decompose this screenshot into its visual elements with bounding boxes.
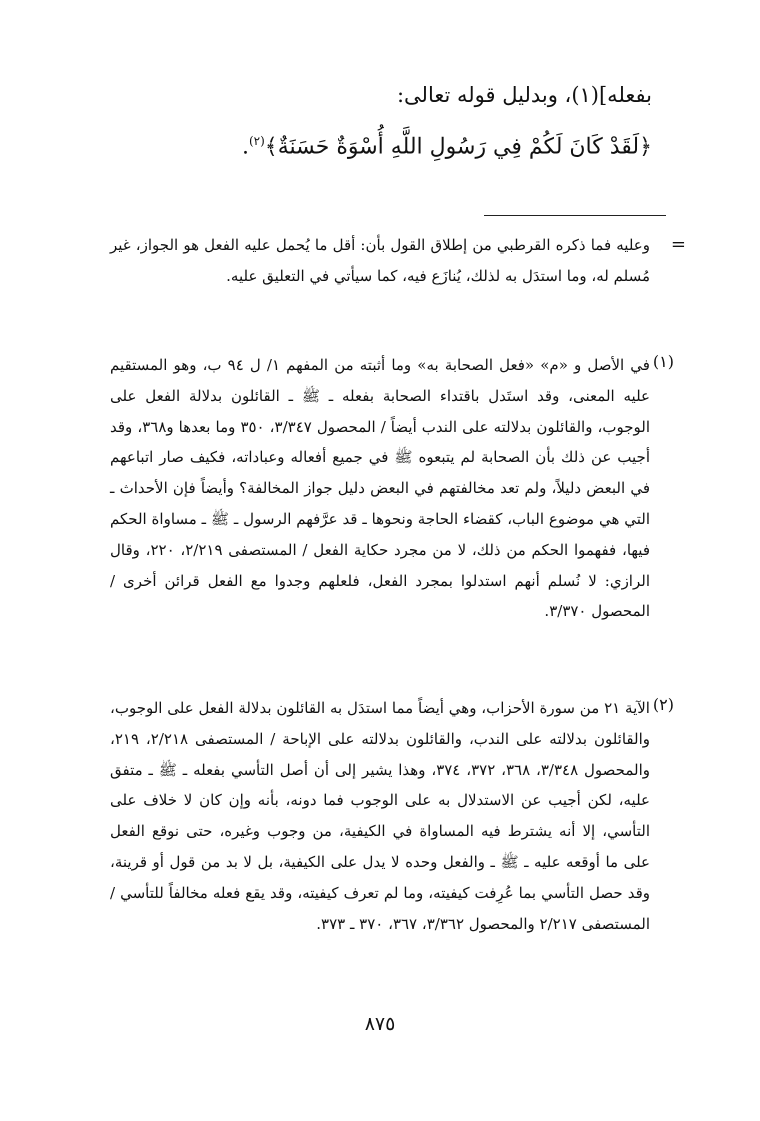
main-text-line: بفعله](١)، وبدليل قوله تعالى: xyxy=(396,83,652,107)
footnote-2: الآية ٢١ من سورة الأحزاب، وهي أيضاً مما استدَل به القائلون بدلالة الفعل على الوجوب، والقائلون بدلالته على الندب، والقائلون بدلالته على الإباحة / المستصفى ٢/٢١٨، ٢١٩، والمحصول ٣/٣٤٨، ٣٦٨، ٣٧٢، ٣٧٤، وهذا يشير إلى أن أصل التأسي بفعله ـ ﷺ ـ متفق عليه، لكن أجيب عن الاستدلال به على الوجوب فما دونه، بأنه وإن كان لا خلاف على التأسي، إلا أنه يشترط فيه المساواة في الكيفية، من وجوب وغيره، حتى نوقع الفعل على ما أوقعه عليه ـ ﷺ ـ والفعل وحده لا يدل على الكيفية، بل لا بد من قول أو قرينة، وقد حصل التأسي بما عُرِفت كيفيته، وما لم تعرف كيفيته، وقد يقع فعله مخالفاً للتأسي / المستصفى ٢/٢١٧ والمحصول ٣/٣٦٢، ٣٦٧، ٣٧٠ ـ ٣٧٣. xyxy=(110,699,651,933)
footnote-1-marker: (١) xyxy=(652,352,674,371)
footnote-separator xyxy=(484,215,666,216)
footnote-1: في الأصل و «م» «فعل الصحابة به» وما أثبته من المفهم ١/ ل ٩٤ ب، وهو المستقيم عليه المعنى، وقد استَدل باقتداء الصحابة بفعله ـ ﷺ ـ القائلون بدلالة الفعل على الوجوب، والقائلون بدلالته على الندب أيضاً / المحصول ٣/٣٤٧، ٣٥٠ وما بعدها و٣٦٨، وقد أجيب عن ذلك بأن الصحابة لم يتبعوه ﷺ في جميع أفعاله وعباداته، فكيف صار اتباعهم في البعض دليلاً، ولم تعد مخالفتهم في البعض دليل جواز المخالفة؟ وأيضاً فإن الأحداث ـ التي هي موضوع الباب، كقضاء الحاجة ونحوها ـ قد عرَّفهم الرسول ـ ﷺ ـ مساواة الحكم فيها، ففهموا الحكم من ذلك، لا من مجرد حكاية الفعل / المستصفى ٢/٢١٩، ٢٢٠، وقال الرازي: لا نُسلم أنهم استدلوا بمجرد الفعل، فلعلهم وجدوا مع الفعل قرائن أخرى / المحصول ٣/٣٧٠. xyxy=(110,356,650,621)
page-number: ٨٧٥ xyxy=(364,1013,396,1035)
continuation-marker: = xyxy=(670,234,686,255)
verse-open-bracket: ﴿ xyxy=(639,134,652,160)
verse-close-bracket: ﴾ xyxy=(264,134,278,160)
verse-text: لَقَدْ كَانَ لَكُمْ فِي رَسُولِ اللَّهِ أُسْوَةٌ حَسَنَةٌ xyxy=(277,134,640,160)
verse-footnote-ref: (٢) xyxy=(248,134,265,148)
verse-end-period: . xyxy=(241,134,249,160)
footnote-continuation: وعليه فما ذكره القرطبي من إطلاق القول بأن: أقل ما يُحمل عليه الفعل هو الجواز، غير مُسلم له، وما استدَل به لذلك، يُنازَع فيه، كما سيأتي في التعليق عليه. xyxy=(110,236,650,285)
quran-verse xyxy=(242,122,652,166)
footnote-2-marker: (٢) xyxy=(652,695,674,714)
